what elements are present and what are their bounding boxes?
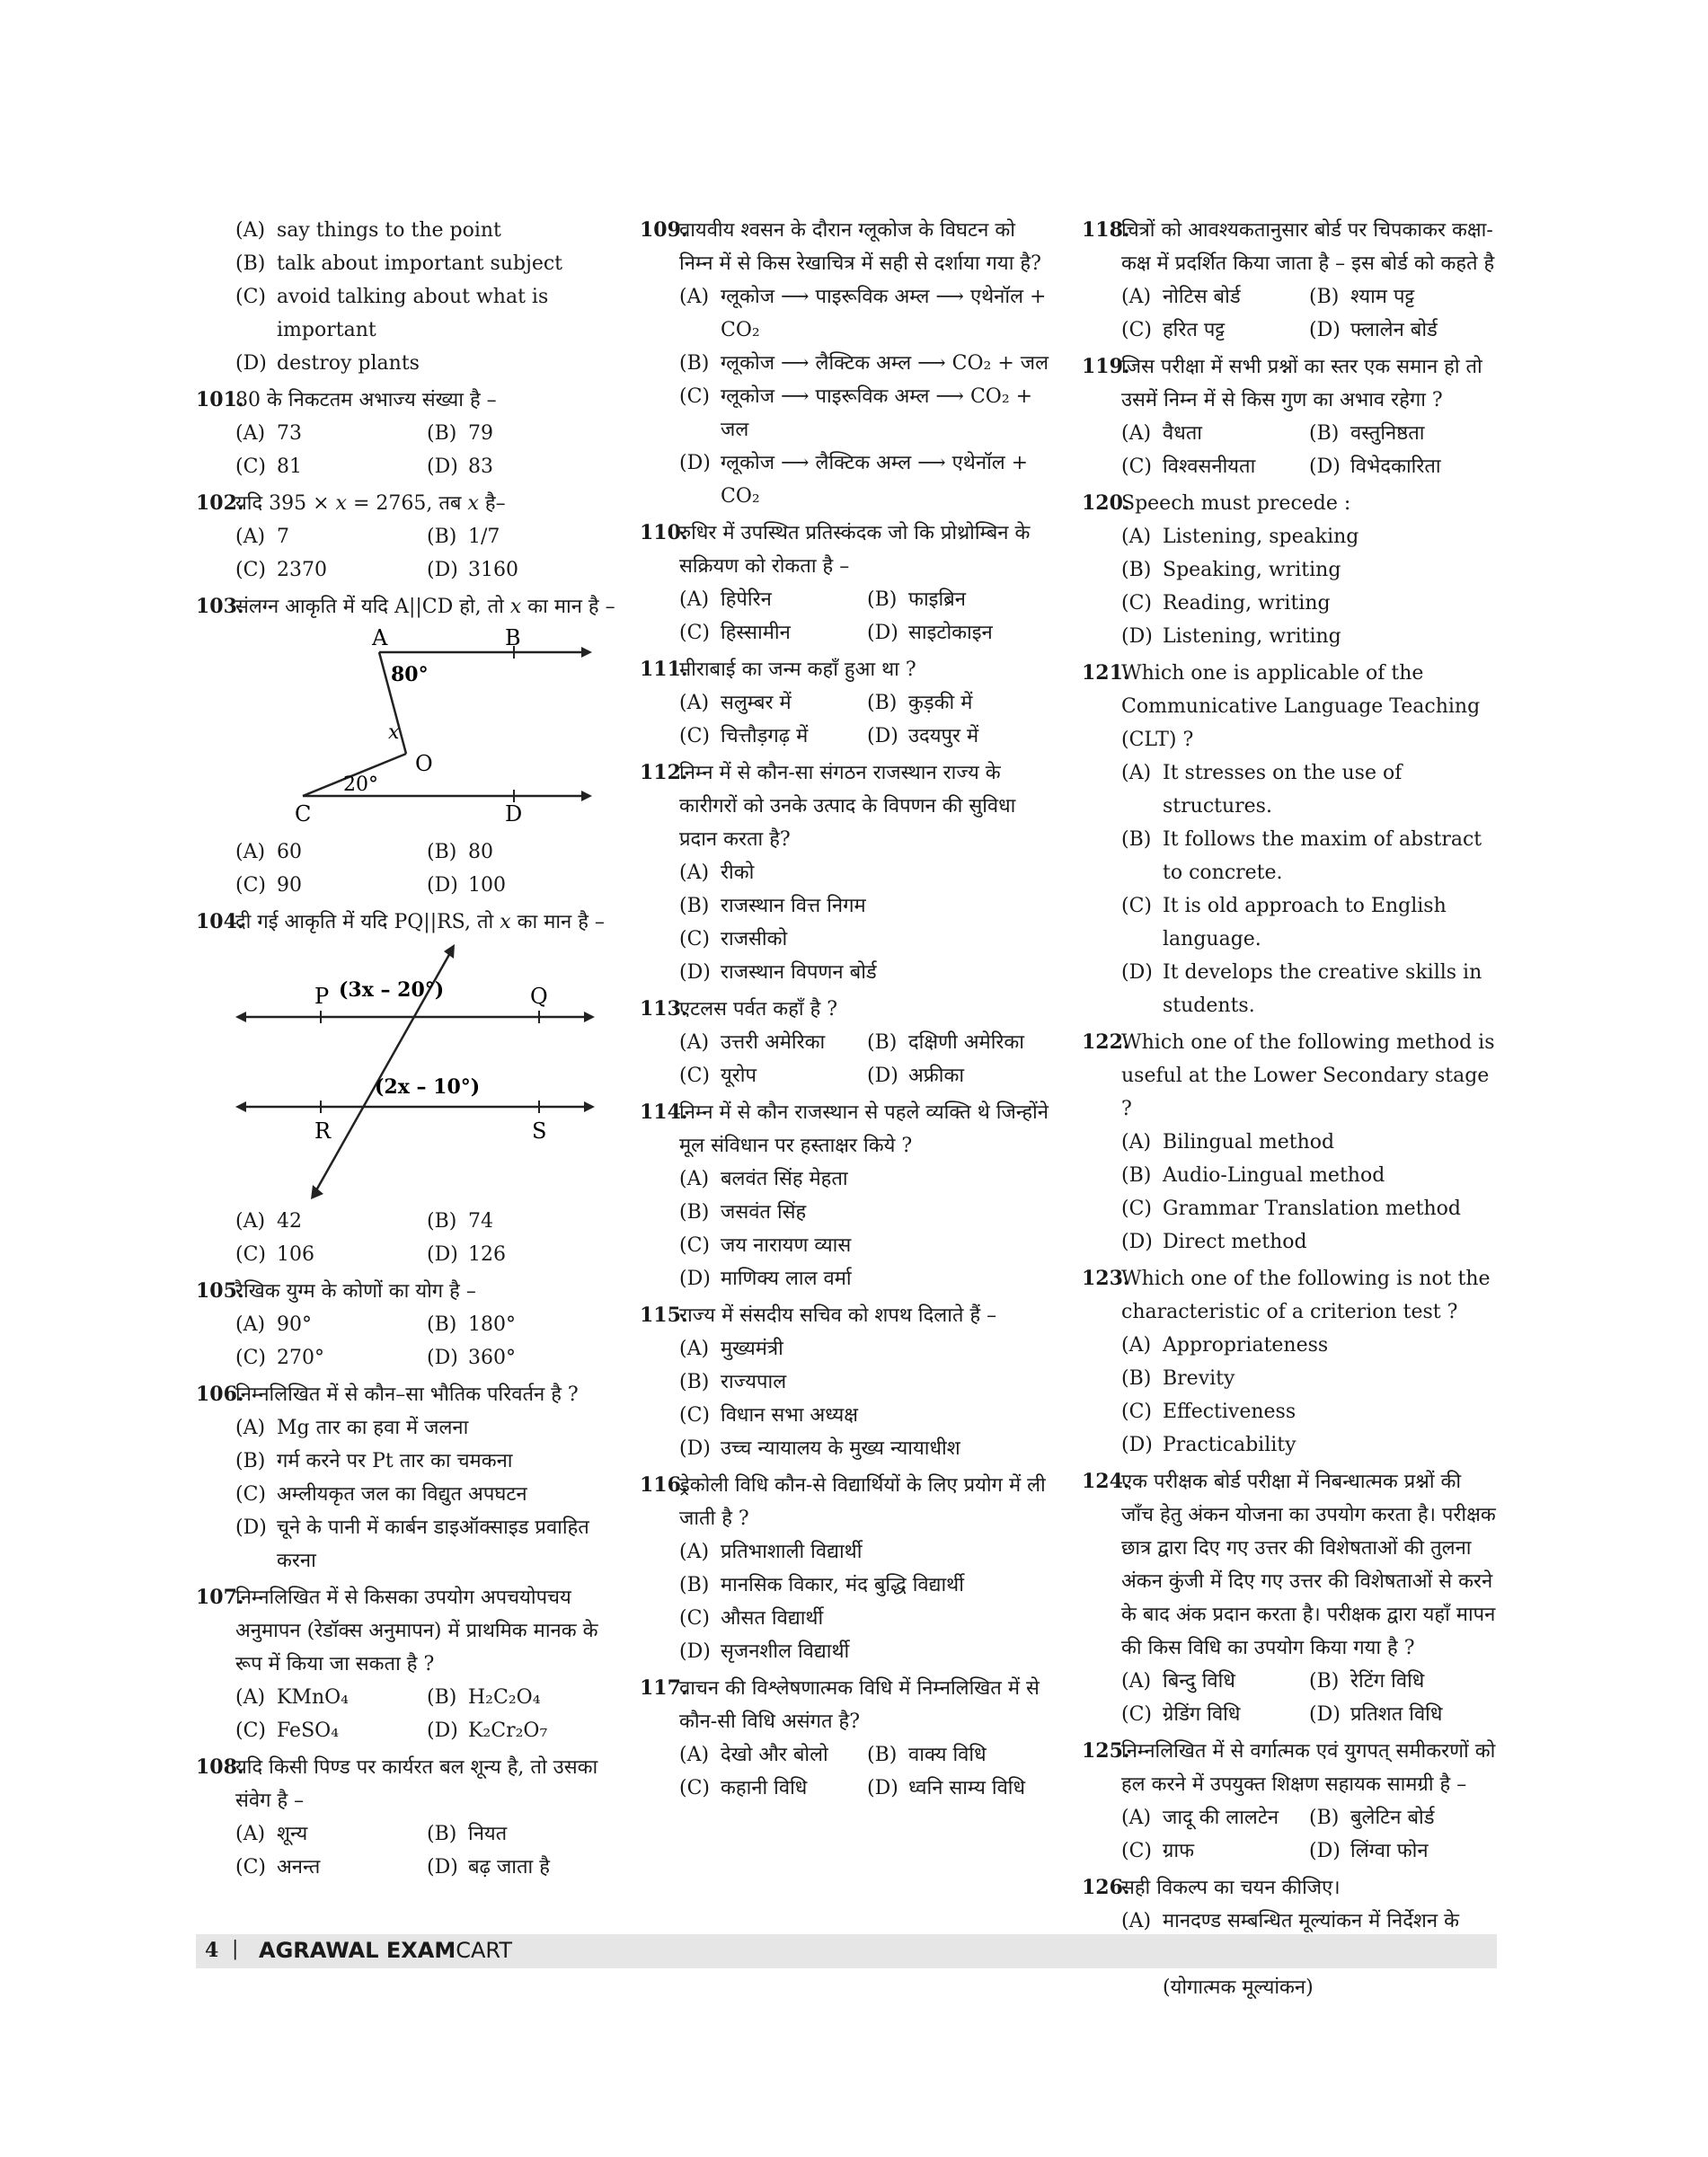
option-d[interactable]: (D) Listening, writing	[1121, 625, 1341, 648]
question-number: 116.	[640, 1473, 688, 1497]
question-text: Which one of the following is not the characteristic of a criterion test ?	[1121, 1268, 1491, 1323]
option-c[interactable]: (C) अम्लीयकृत जल का विद्युत अपघटन	[235, 1483, 527, 1506]
label-q: Q	[530, 984, 548, 1009]
question-117	[640, 1672, 1055, 1805]
option-d[interactable]: (D) ध्वनि साम्य विधि	[867, 1777, 1026, 1799]
column-2	[640, 214, 1055, 1808]
option-a[interactable]: (A) ग्लूकोज ⟶ पाइरूविक अम्ल ⟶ एथेनॉल + CO₂	[679, 286, 1047, 341]
option-b[interactable]: (B) 1/7	[427, 526, 500, 548]
question-text: सही विकल्प का चयन कीजिए।	[1121, 1877, 1341, 1899]
option-c[interactable]: (C) Reading, writing	[1121, 592, 1331, 614]
question-112	[640, 756, 1055, 989]
question-number: 121.	[1082, 661, 1130, 685]
question-text: निम्न में से कौन राजस्थान से पहले व्यक्ति थे जिन्होंने मूल संविधान पर हस्ताक्षर किये ?	[679, 1101, 1049, 1157]
question-text: Speech must precede :	[1121, 492, 1351, 515]
option-c[interactable]: (C) 106	[235, 1243, 314, 1266]
option-c[interactable]: (C) अनन्त	[235, 1856, 321, 1879]
option-b[interactable]: (B) राज्यपाल	[679, 1371, 787, 1393]
option-a[interactable]: (A) Mg तार का हवा में जलना	[235, 1417, 469, 1439]
question-number: 106.	[196, 1383, 244, 1406]
option-d[interactable]: (D) 100	[427, 874, 506, 897]
question-number: 110.	[640, 521, 688, 544]
option-d[interactable]: (D) फ्लालेन बोर्ड	[1309, 319, 1438, 341]
question-124	[1082, 1465, 1497, 1731]
option-a[interactable]: (A) प्रतिभाशाली विद्यार्थी	[679, 1541, 863, 1563]
question-text: यदि 395 × x = 2765, तब x है–	[235, 492, 506, 515]
option-b[interactable]: (B) Brevity	[1121, 1367, 1235, 1390]
question-number: 103.	[196, 595, 244, 618]
question-115	[640, 1299, 1055, 1465]
question-number: 105.	[196, 1279, 244, 1303]
option-b[interactable]: (B) फाइब्रिन	[867, 588, 966, 611]
option-d[interactable]: (D) लिंग्वा फोन	[1309, 1840, 1429, 1862]
label-a: A	[372, 625, 388, 650]
label-b: B	[505, 625, 521, 650]
question-text: ड्रेकोली विधि कौन-से विद्यार्थियों के लिए प्रयोग में ली जाती है ?	[679, 1474, 1046, 1530]
option-d[interactable]: (D) 83	[427, 455, 493, 478]
question-text: Which one is applicable of the Communicative Language Teaching (CLT) ?	[1121, 662, 1481, 751]
option-b[interactable]: (B) It follows the maxim of abstract to concrete.	[1121, 828, 1482, 884]
option-c[interactable]: (C) चित्तौड़गढ़ में	[679, 725, 809, 747]
question-119	[1082, 350, 1497, 483]
option-c[interactable]: (C) जय नारायण व्यास	[679, 1234, 852, 1257]
question-text: निम्नलिखित में से कौन–सा भौतिक परिवर्तन है ?	[235, 1383, 579, 1406]
question-text: यदि किसी पिण्ड पर कार्यरत बल शून्य है, तो उसका संवेग है –	[235, 1756, 598, 1812]
option-b[interactable]: (B) ग्लूकोज ⟶ लैक्टिक अम्ल ⟶ CO₂ + जल	[679, 352, 1049, 375]
question-number: 102.	[196, 491, 244, 515]
option-d[interactable]: (D) सृजनशील विद्यार्थी	[679, 1640, 850, 1663]
question-103	[196, 590, 618, 902]
question-125	[1082, 1735, 1497, 1868]
question-111	[640, 653, 1055, 753]
option-d[interactable]: (D) माणिक्य लाल वर्मा	[679, 1268, 852, 1290]
option-d[interactable]: (D) अफ्रीका	[867, 1065, 965, 1087]
question-number: 114.	[640, 1101, 688, 1124]
option-c[interactable]: (C) FeSO₄	[235, 1719, 340, 1742]
question-104	[196, 906, 618, 1271]
question-text: रुधिर में उपस्थित प्रतिस्कंदक जो कि प्रोथ्रोम्बिन के सक्रियण को रोकता है –	[679, 522, 1031, 578]
label-d: D	[505, 801, 523, 827]
option-c[interactable]: (C) विश्वसनीयता	[1121, 455, 1256, 478]
option-a[interactable]: (A) 73	[235, 422, 302, 445]
option-d[interactable]: (D) बढ़ जाता है	[427, 1856, 550, 1879]
question-123	[1082, 1262, 1497, 1462]
option-c[interactable]: (C) Grammar Translation method	[1121, 1198, 1461, 1220]
option-d[interactable]: (D) destroy plants	[235, 352, 420, 375]
option-d[interactable]: (D) विभेदकारिता	[1309, 455, 1441, 478]
option-a[interactable]: (A) Listening, speaking	[1121, 526, 1359, 548]
question-text: निम्नलिखित में से किसका उपयोग अपचयोपचय अनुमापन (रेडॉक्स अनुमापन) में प्राथमिक मानक के रूप में किया जा सकता है ?	[235, 1587, 598, 1675]
question-number: 107.	[196, 1586, 244, 1609]
option-d[interactable]: (D) It develops the creative skills in students.	[1121, 961, 1482, 1017]
question-105	[196, 1275, 618, 1375]
option-b[interactable]: (B) गर्म करने पर Pt तार का चमकना	[235, 1450, 513, 1472]
label-s: S	[532, 1118, 547, 1144]
question-number: 112.	[640, 761, 688, 784]
arrow-head	[581, 647, 592, 658]
question-109	[640, 214, 1055, 513]
option-d[interactable]: (D) उदयपुर में	[867, 725, 979, 747]
option-d[interactable]: (D) उच्च न्यायालय के मुख्य न्यायाधीश	[679, 1437, 960, 1460]
question-number: 124.	[1082, 1470, 1130, 1493]
option-c[interactable]: (C) विधान सभा अध्यक्ष	[679, 1404, 859, 1427]
label-c: C	[295, 801, 312, 827]
question-116	[640, 1469, 1055, 1668]
option-d[interactable]: (D) 126	[427, 1243, 506, 1266]
question-118	[1082, 214, 1497, 347]
option-b[interactable]: (B) Speaking, writing	[1121, 559, 1341, 581]
question-number: 125.	[1082, 1739, 1130, 1763]
option-c[interactable]: (C) avoid talking about what is important	[235, 286, 549, 341]
question-number: 115.	[640, 1304, 688, 1327]
option-d[interactable]: (D) साइटोकाइन	[867, 622, 993, 644]
label-r: R	[314, 1118, 332, 1144]
option-c[interactable]: (C) Effectiveness	[1121, 1401, 1296, 1423]
question-text: Which one of the following method is useful at the Lower Secondary stage ?	[1121, 1031, 1495, 1120]
option-d[interactable]: (D) 360°	[427, 1347, 516, 1369]
geometry-figure-103	[235, 625, 595, 832]
option-c[interactable]: (C) राजसीको	[679, 928, 788, 950]
option-c[interactable]: (C) हरित पट्ट	[1121, 319, 1226, 341]
option-b[interactable]: (B) नियत	[427, 1823, 508, 1845]
question-text: चित्रों को आवश्यकतानुसार बोर्ड पर चिपकाकर कक्षा-कक्ष में प्रदर्शित किया जाता है – इस बोर्ड को कहते है	[1121, 219, 1495, 275]
angle-label-1: 80°	[391, 663, 429, 686]
question-101	[196, 384, 618, 483]
option-a[interactable]: (A) 7	[235, 526, 289, 548]
option-c[interactable]: (C) 90	[235, 874, 302, 897]
question-121	[1082, 657, 1497, 1022]
question-number: 118.	[1082, 218, 1130, 242]
option-a[interactable]: (A) Bilingual method	[1121, 1131, 1335, 1154]
page-number: 4	[205, 1939, 219, 1962]
question-number: 120.	[1082, 491, 1130, 515]
question-107	[196, 1581, 618, 1747]
option-c[interactable]: (C) ग्राफ	[1121, 1840, 1195, 1862]
column-3	[1082, 214, 1497, 2008]
question-number: 122.	[1082, 1030, 1130, 1054]
option-a[interactable]: (A) मानदण्ड सम्बन्धित मूल्यांकन में निर्देशन के (योगात्मक मूल्यांकन)	[1121, 1910, 1459, 1999]
option-a[interactable]: (A) वैधता	[1121, 422, 1203, 445]
option-a[interactable]: (A) उत्तरी अमेरिका	[679, 1031, 826, 1054]
option-a[interactable]: (A) हिपेरिन	[679, 588, 772, 611]
option-c[interactable]: (C) 270°	[235, 1347, 324, 1369]
question-102	[196, 487, 618, 587]
option-c[interactable]: (C) It is old approach to English language.	[1121, 895, 1447, 950]
option-d[interactable]: (D) 3160	[427, 559, 518, 581]
question-100-options	[196, 214, 618, 380]
question-text: मीराबाई का जन्म कहाँ हुआ था ?	[679, 659, 916, 681]
option-d[interactable]: (D) प्रतिशत विधि	[1309, 1703, 1443, 1726]
option-a[interactable]: (A) Appropriateness	[1121, 1334, 1329, 1357]
question-text: एक परीक्षक बोर्ड परीक्षा में निबन्धात्मक प्रश्नों की जाँच हेतु अंकन योजना का उपयोग करता है। परीक्षक छात्र द्वारा दिए गए उत्तर की विशेषताओं की तुलना अंकन कुंजी में दिए गए उत्तर की विशेषताओं से करने के बाद अंक प्रदान करता है। परीक्षक द्वारा यहाँ मापन की किस विधि का उपयोग किया गया है ?	[1121, 1471, 1496, 1659]
option-a[interactable]: (A) जादू की लालटेन	[1121, 1807, 1279, 1829]
option-d[interactable]: (D) चूने के पानी में कार्बन डाइऑक्साइड प्रवाहित करना	[235, 1516, 589, 1572]
option-a[interactable]: (A) 60	[235, 841, 302, 863]
question-number: 126.	[1082, 1876, 1130, 1899]
option-b[interactable]: (B) talk about important subject	[235, 252, 563, 275]
option-c[interactable]: (C) ग्रेडिंग विधि	[1121, 1703, 1241, 1726]
question-122	[1082, 1026, 1497, 1259]
question-number: 109.	[640, 218, 688, 242]
question-113	[640, 993, 1055, 1092]
option-b[interactable]: (B) 74	[427, 1210, 493, 1233]
question-text: वायवीय श्वसन के दौरान ग्लूकोज के विघटन को निम्न में से किस रेखाचित्र में सही से दर्शाया गया है?	[679, 219, 1041, 275]
question-text: रैखिक युग्म के कोणों का योग है –	[235, 1280, 476, 1303]
question-text: एटलस पर्वत कहाँ है ?	[679, 998, 838, 1021]
option-b[interactable]: (B) वस्तुनिष्ठता	[1309, 422, 1425, 445]
option-d[interactable]: (D) Practicability	[1121, 1434, 1296, 1456]
question-text: निम्न में से कौन-सा संगठन राजस्थान राज्य के कारीगरों को उनके उत्पाद के विपणन की सुविधा प्रदान करता है?	[679, 762, 1016, 851]
question-text: दी गई आकृति में यदि PQ||RS, तो x का मान है –	[235, 911, 605, 933]
label-x: x	[388, 721, 400, 744]
option-a[interactable]: (A) बिन्दु विधि	[1121, 1670, 1235, 1693]
option-b[interactable]: (B) मानसिक विकार, मंद बुद्धि विद्यार्थी	[679, 1574, 964, 1596]
option-b[interactable]: (B) बुलेटिन बोर्ड	[1309, 1807, 1435, 1829]
question-108	[196, 1751, 618, 1884]
geometry-figure-104	[235, 941, 604, 1201]
option-c[interactable]: (C) 81	[235, 455, 302, 478]
option-b[interactable]: (B) कुड़की में	[867, 692, 973, 714]
option-a[interactable]: (A) शून्य	[235, 1823, 308, 1845]
question-number: 117.	[640, 1676, 688, 1700]
question-number: 113.	[640, 997, 688, 1021]
option-d[interactable]: (D) K₂Cr₂O₇	[427, 1719, 548, 1742]
page-footer	[196, 1934, 1497, 1968]
option-b[interactable]: (B) राजस्थान वित्त निगम	[679, 895, 866, 917]
option-a[interactable]: (A) 90°	[235, 1313, 312, 1336]
question-number: 123.	[1082, 1267, 1130, 1290]
option-a[interactable]: (A) KMnO₄	[235, 1686, 349, 1709]
question-number: 111.	[640, 658, 688, 681]
question-text: जिस परीक्षा में सभी प्रश्नों का स्तर एक समान हो तो उसमें निम्न में से किस गुण का अभाव रहेगा ?	[1121, 356, 1482, 411]
option-a[interactable]: (A) नोटिस बोर्ड	[1121, 286, 1241, 308]
option-a[interactable]: (A) It stresses on the use of structures.	[1121, 762, 1403, 818]
option-a[interactable]: (A) 42	[235, 1210, 302, 1233]
question-text: 80 के निकटतम अभाज्य संख्या है –	[235, 389, 497, 411]
option-d[interactable]: (D) Direct method	[1121, 1231, 1307, 1253]
option-b[interactable]: (B) जसवंत सिंह	[679, 1201, 807, 1224]
question-number: 119.	[1082, 355, 1130, 378]
option-a[interactable]: (A) देखो और बोलो	[679, 1744, 828, 1766]
question-number: 108.	[196, 1755, 244, 1779]
angle-label-2: 20°	[343, 774, 378, 796]
option-c[interactable]: (C) 2370	[235, 559, 327, 581]
question-120	[1082, 487, 1497, 653]
option-b[interactable]: (B) दक्षिणी अमेरिका	[867, 1031, 1025, 1054]
option-b[interactable]: (B) श्याम पट्ट	[1309, 286, 1415, 308]
option-a[interactable]: (A) say things to the point	[235, 219, 501, 242]
option-c[interactable]: (C) यूरोप	[679, 1065, 757, 1087]
option-c[interactable]: (C) हिस्सामीन	[679, 622, 791, 644]
option-d[interactable]: (D) ग्लूकोज ⟶ लैक्टिक अम्ल ⟶ एथेनॉल + CO₂	[679, 452, 1029, 508]
option-a[interactable]: (A) बलवंत सिंह मेहता	[679, 1168, 848, 1190]
option-b[interactable]: (B) 180°	[427, 1313, 516, 1336]
option-a[interactable]: (A) रीको	[679, 862, 755, 884]
option-a[interactable]: (A) सलुम्बर में	[679, 692, 792, 714]
option-c[interactable]: (C) औसत विद्यार्थी	[679, 1607, 824, 1630]
option-b[interactable]: (B) रेटिंग विधि	[1309, 1670, 1425, 1693]
question-114	[640, 1096, 1055, 1295]
option-a[interactable]: (A) मुख्यमंत्री	[679, 1338, 783, 1360]
option-b[interactable]: (B) 80	[427, 841, 493, 863]
option-c[interactable]: (C) ग्लूकोज ⟶ पाइरूविक अम्ल ⟶ CO₂ + जल	[679, 385, 1033, 441]
angle-label-1: (3x – 20°)	[339, 978, 445, 1002]
label-p: P	[314, 984, 330, 1009]
option-d[interactable]: (D) राजस्थान विपणन बोर्ड	[679, 961, 877, 984]
question-number: 104.	[196, 910, 244, 933]
brand-logo: AGRAWAL EXAMCART	[259, 1938, 512, 1963]
question-number: 101.	[196, 388, 244, 411]
question-106	[196, 1378, 618, 1578]
option-b[interactable]: (B) वाक्य विधि	[867, 1744, 987, 1766]
option-b[interactable]: (B) H₂C₂O₄	[427, 1686, 541, 1709]
question-text: निम्नलिखित में से वर्गात्मक एवं युगपत् समीकरणों को हल करने में उपयुक्त शिक्षण सहायक सामग्री है –	[1121, 1740, 1496, 1796]
option-c[interactable]: (C) कहानी विधि	[679, 1777, 808, 1799]
question-110	[640, 517, 1055, 650]
option-b[interactable]: (B) 79	[427, 422, 493, 445]
label-o: O	[415, 751, 433, 776]
question-text: राज्य में संसदीय सचिव को शपथ दिलाते हैं –	[679, 1304, 997, 1327]
angle-label-2: (2x – 10°)	[375, 1075, 481, 1099]
question-text: वाचन की विश्लेषणात्मक विधि में निम्नलिखित में से कौन-सी विधि असंगत है?	[679, 1677, 1040, 1733]
question-text: संलग्न आकृति में यदि A||CD हो, तो x का मान है –	[235, 596, 615, 618]
option-b[interactable]: (B) Audio-Lingual method	[1121, 1164, 1385, 1187]
column-1	[196, 214, 618, 1887]
footer-separator: |	[232, 1938, 239, 1960]
